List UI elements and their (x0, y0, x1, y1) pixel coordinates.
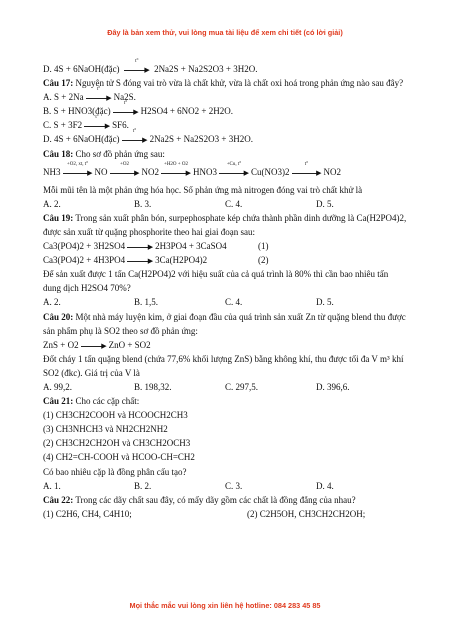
scheme-arrow: +O2 ▶ (110, 169, 140, 177)
pair-item: (1) CH3CH2COOH và HCOOCH2CH3 (43, 410, 188, 421)
answer-option: D. 4. (316, 480, 334, 491)
option-b: B. S + HNO3(đặc) t° ▶ H2SO4 + 6NO2 + 2H2O. (43, 101, 233, 117)
option-d: D. 4S + 6NaOH(đặc) t° ▶ 2Na2S + Na2S2O3 + 3H2O. (43, 129, 253, 145)
question-19-text: Để sản xuất được 1 tấn Ca(H2PO4)2 với hiệu suất của cả quá trình là 80% thì cần bao nhiêu tấn dung dịch H2SO4 70%? (43, 269, 389, 294)
question-22: Câu 22: Trong các dãy chất sau đây, có mấy dãy gồm các chất là đồng đẳng của nhau? (43, 494, 356, 505)
answer-option: C. 4. (225, 297, 243, 308)
reaction-scheme (43, 161, 407, 183)
question-20-text: Đốt cháy 1 tấn quặng blend (chứa 77,6% khối lượng ZnS) bằng không khí, thu được tối đa V m³ khí SO2 (đkc). Giá trị của V là (43, 353, 404, 378)
question-18: Câu 18: Cho sơ đồ phản ứng sau: (43, 148, 165, 159)
preview-banner: Đây là bản xem thử, vui lòng mua tài liệu để xem chi tiết (có lời giải) (107, 28, 343, 37)
answer-option: B. 198,32. (134, 381, 172, 392)
series-item: (1) C2H6, CH4, C4H10; (43, 508, 132, 519)
answer-option: B. 1,5. (134, 297, 159, 308)
question-17: Câu 17: Nguyên tử S đóng vai trò vừa là chất khử, vừa là chất oxi hoá trong phản ứng nào sau đây? (43, 78, 404, 89)
scheme-species: NO (94, 166, 108, 177)
scheme-species: NO2 (323, 166, 341, 177)
answer-option: A. 99,2. (43, 381, 72, 392)
answer-options (43, 479, 407, 493)
reaction-2: Ca3(PO4)2 + 4H3PO4 ▶ 3Ca(H2PO4)2 (2) (43, 255, 269, 266)
option-c: C. S + 3F2 t° ▶ SF6. (43, 115, 129, 131)
scheme-arrow: +H2O + O2 ▶ (161, 169, 191, 177)
answer-options (43, 295, 407, 309)
pair-item: (2) CH3CH2CH2OH và CH3CH2OCH3 (43, 438, 191, 449)
answer-option: D. 5. (316, 297, 334, 308)
answer-option: B. 3. (134, 198, 152, 209)
scheme-arrow: +O2, xt, t° ▶ (63, 169, 93, 177)
hotline-footer: Mọi thắc mắc vui lòng xin liên hệ hotline: 084 283 45 85 (129, 601, 321, 610)
scheme-species: HNO3 (193, 166, 217, 177)
scheme-species: Cu(NO3)2 (251, 166, 290, 177)
pair-list (43, 408, 407, 464)
answer-option: C. 297,5. (225, 381, 259, 392)
answer-option: C. 3. (225, 480, 243, 491)
scheme-species: NH3 (43, 166, 61, 177)
option-a: A. S + 2Na t° ▶ Na2S. (43, 87, 136, 103)
answer-option: D. 5. (316, 198, 334, 209)
reaction-1: Ca3(PO4)2 + 3H2SO4 ▶ 2H3PO4 + 3CaSO4 (1) (43, 241, 269, 252)
answer-option: A. 2. (43, 198, 61, 209)
question-20: Câu 20: Một nhà máy luyện kim, ở giai đoạn đầu của quá trình sản xuất Zn từ quặng blend thu được sản phẩm phụ là SO2 theo sơ đồ phản ứng: (43, 311, 406, 336)
reaction-line (43, 58, 407, 76)
scheme-arrow: +Cu, t° ▶ (219, 169, 249, 177)
answer-options (43, 380, 407, 394)
question-18-note: Mỗi mũi tên là một phản ứng hóa học. Số phản ứng mà nitrogen đóng vai trò chất khử là (43, 184, 363, 195)
scheme-species: NO2 (141, 166, 159, 177)
question-21: Câu 21: Cho các cặp chất: (43, 396, 140, 407)
answer-options (43, 197, 407, 211)
answer-option: D. 396,6. (316, 381, 350, 392)
reaction-arrow: t° ▶ (124, 66, 150, 74)
answer-option: A. 1. (43, 480, 61, 491)
series-list (43, 507, 407, 521)
question-19: Câu 19: Trong sản xuất phân bón, surpephosphate kép chứa thành phần dinh dưỡng là Ca(H2PO4)2, được sản xuất từ quặng phosphorite theo hai giai đoạn sau: (43, 212, 407, 237)
pair-item: (3) CH3NHCH3 và NH2CH2NH2 (43, 424, 168, 435)
scheme-arrow: t° ▶ (292, 169, 322, 177)
answer-option: A. 2. (43, 297, 61, 308)
document-body (43, 58, 407, 521)
answer-option: B. 2. (134, 480, 152, 491)
series-item: (2) C2H5OH, CH3CH2CH2OH; (247, 508, 366, 519)
pair-item: (4) CH2=CH-COOH và HCOO-CH=CH2 (43, 452, 195, 463)
reaction-rhs: 2Na2S + Na2S2O3 + 3H2O. (154, 64, 258, 74)
reaction-lhs: D. 4S + 6NaOH(đặc) (43, 64, 120, 74)
answer-option: C. 4. (225, 198, 243, 209)
question-21-text: Có bao nhiêu cặp là đồng phân cấu tạo? (43, 466, 187, 477)
reaction: ZnS + O2 ▶ ZnO + SO2 (43, 339, 151, 350)
